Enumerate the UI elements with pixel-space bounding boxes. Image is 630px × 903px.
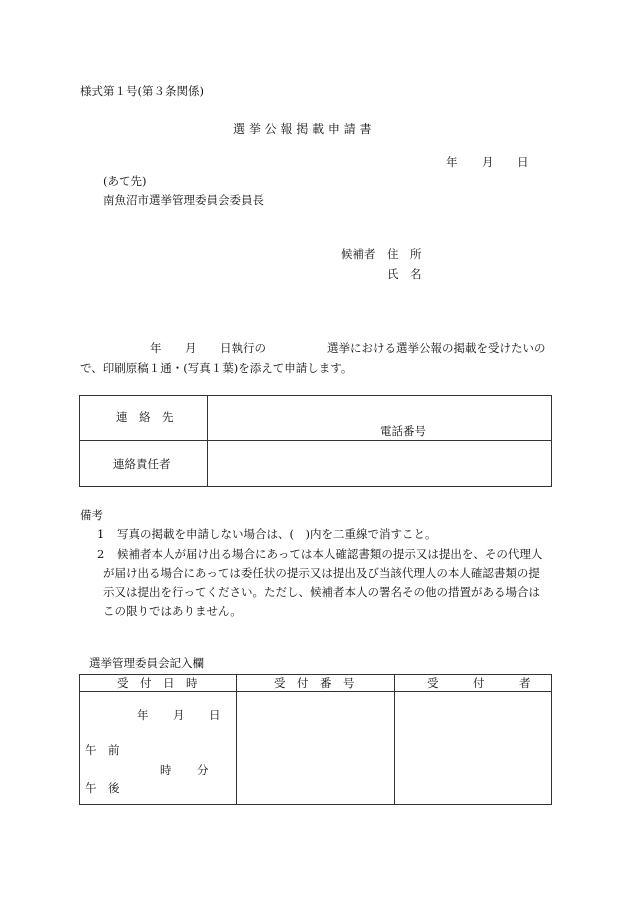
date-year-label: 年 (446, 155, 458, 169)
addressee-name: 南魚沼市選挙管理委員会委員長 (103, 193, 264, 207)
note-2-line-1: 候補者本人が届け出る場合にあっては本人確認書類の提示又は提出を、その代理人 (117, 547, 543, 561)
office-table-col-divider-1 (236, 674, 237, 805)
receipt-hour: 時 (160, 763, 172, 777)
note-2-line-4: この限りではありません。 (103, 604, 242, 618)
receipt-month: 月 (173, 708, 185, 722)
name-label: 氏 名 (387, 267, 422, 281)
body-month: 月 (185, 341, 197, 355)
page-title: 選 挙 公 報 掲 載 申 請 書 (233, 122, 372, 136)
form-number: 様式第１号(第３条関係) (80, 84, 204, 98)
receipt-year: 年 (137, 708, 149, 722)
candidate-label: 候補者 (341, 247, 376, 261)
receipt-number-header: 受 付 番 号 (274, 676, 355, 690)
body-line1: 選挙における選挙公報の掲載を受けたいの (327, 341, 546, 355)
receipt-am: 午 前 (85, 743, 120, 757)
note-1-text: 写真の掲載を申請しない場合は、( )内を二重線で消すこと。 (117, 527, 437, 541)
note-1-number: 1 (97, 527, 105, 541)
body-line2: で、印刷原稿１通・(写真１葉)を添えて申請します。 (80, 361, 353, 375)
office-table-caption: 選挙管理委員会記入欄 (89, 656, 204, 670)
body-year: 年 (150, 341, 162, 355)
contact-label: 連 絡 先 (116, 410, 174, 424)
body-day-executed: 日執行の (220, 341, 266, 355)
receipt-datetime-header: 受 付 日 時 (117, 676, 198, 690)
contact-input-cell[interactable] (208, 396, 551, 440)
note-2-line-2: が届け出る場合にあっては委任状の提示又は提出及び当該代理人の本人確認書類の提 (103, 566, 540, 580)
date-month-label: 月 (482, 155, 494, 169)
addressee-prefix: (あて先) (103, 174, 147, 188)
note-2-line-3: 示又は提出を行ってください。ただし、候補者本人の署名その他の措置がある場合は (103, 585, 540, 599)
receipt-day: 日 (209, 708, 221, 722)
office-table-col-divider-2 (394, 674, 395, 805)
office-table (79, 674, 552, 805)
notes-heading: 備考 (80, 508, 103, 522)
responsible-label: 連絡責任者 (113, 457, 171, 471)
note-2-number: 2 (97, 547, 105, 561)
phone-label: 電話番号 (380, 424, 426, 438)
office-table-header-divider (79, 691, 552, 692)
receipt-pm: 午 後 (85, 781, 120, 795)
date-day-label: 日 (517, 155, 529, 169)
responsible-input-cell[interactable] (208, 441, 551, 486)
receiver-header: 受 付 者 (427, 676, 531, 690)
address-label: 住 所 (387, 247, 422, 261)
receipt-minute: 分 (197, 763, 209, 777)
